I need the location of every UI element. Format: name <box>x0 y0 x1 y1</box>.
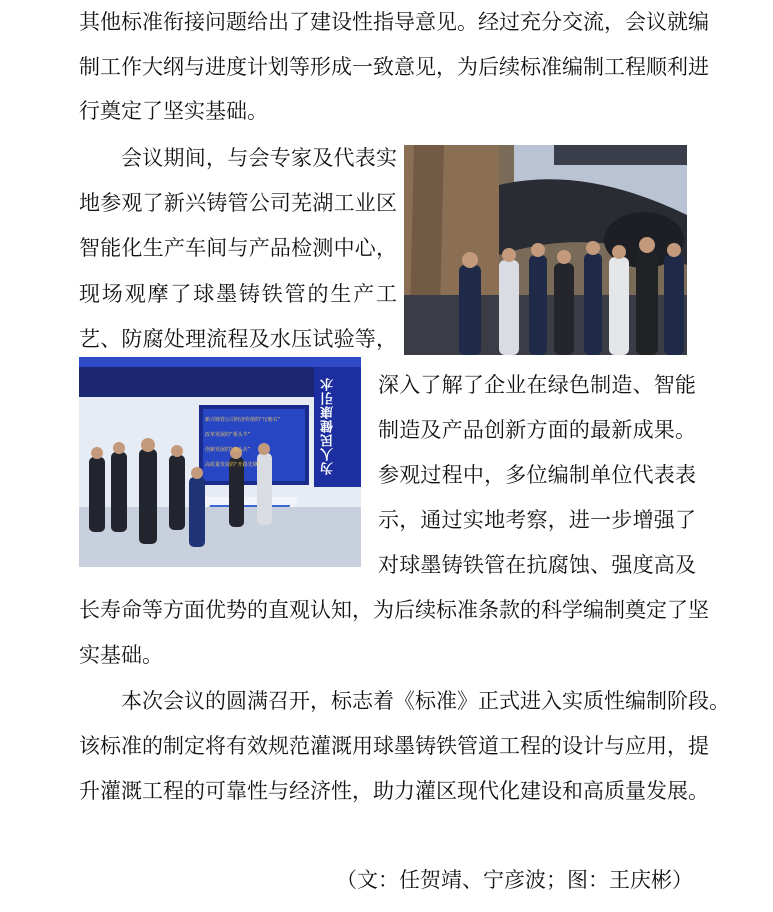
exhibition-hall-photo <box>79 357 361 567</box>
author-credit: （文：任贺靖、宁彦波；图：王庆彬） <box>336 868 693 892</box>
text-line: 升灌溉工程的可靠性与经济性，助力灌区现代化建设和高质量发展。 <box>79 779 709 803</box>
screen-line: 创新发展的“排头兵” <box>205 447 251 453</box>
exhibition-sign: 为人民健康引水 <box>321 377 336 475</box>
factory-visit-illustration <box>404 145 687 355</box>
text-line: 制工作大纲与进度计划等形成一致意见，为后续标准编制工程顺利进 <box>79 55 709 79</box>
exhibition-screen-text <box>205 413 305 473</box>
text-line: 其他标准衔接问题给出了建设性指导意见。经过充分交流，会议就编 <box>79 10 709 34</box>
screen-line: 新兴铸管公司经济价值的“压舱石” <box>205 417 281 423</box>
text-line: 会议期间，与会专家及代表实 <box>121 146 397 170</box>
text-line: 该标准的制定将有效规范灌溉用球墨铸铁管道工程的设计与应用，提 <box>79 734 709 758</box>
text-line: 艺、防腐处理流程及水压试验等， <box>79 327 397 351</box>
text-line: 现场观摩了球墨铸铁管的生产工 <box>79 282 397 306</box>
text-line: 示，通过实地考察，进一步增强了 <box>378 508 696 532</box>
text-line: 本次会议的圆满召开，标志着《标准》正式进入实质性编制阶段。 <box>121 689 730 713</box>
text-line: 制造及产品创新方面的最新成果。 <box>378 418 696 442</box>
text-line: 对球墨铸铁管在抗腐蚀、强度高及 <box>378 553 696 577</box>
screen-line: 改革发展的“领头羊” <box>205 432 251 438</box>
text-line: 智能化生产车间与产品检测中心， <box>79 236 397 260</box>
text-line: 行奠定了坚实基础。 <box>79 99 268 123</box>
factory-visit-photo <box>404 145 687 355</box>
text-line: 长寿命等方面优势的直观认知，为后续标准条款的科学编制奠定了坚 <box>79 598 709 622</box>
text-line: 参观过程中，多位编制单位代表表 <box>378 463 696 487</box>
text-line: 地参观了新兴铸管公司芜湖工业区 <box>79 191 397 215</box>
screen-line: 高质量发展的“开路先锋” <box>205 462 261 468</box>
text-line: 实基础。 <box>79 643 163 667</box>
text-line: 深入了解了企业在绿色制造、智能 <box>378 373 696 397</box>
